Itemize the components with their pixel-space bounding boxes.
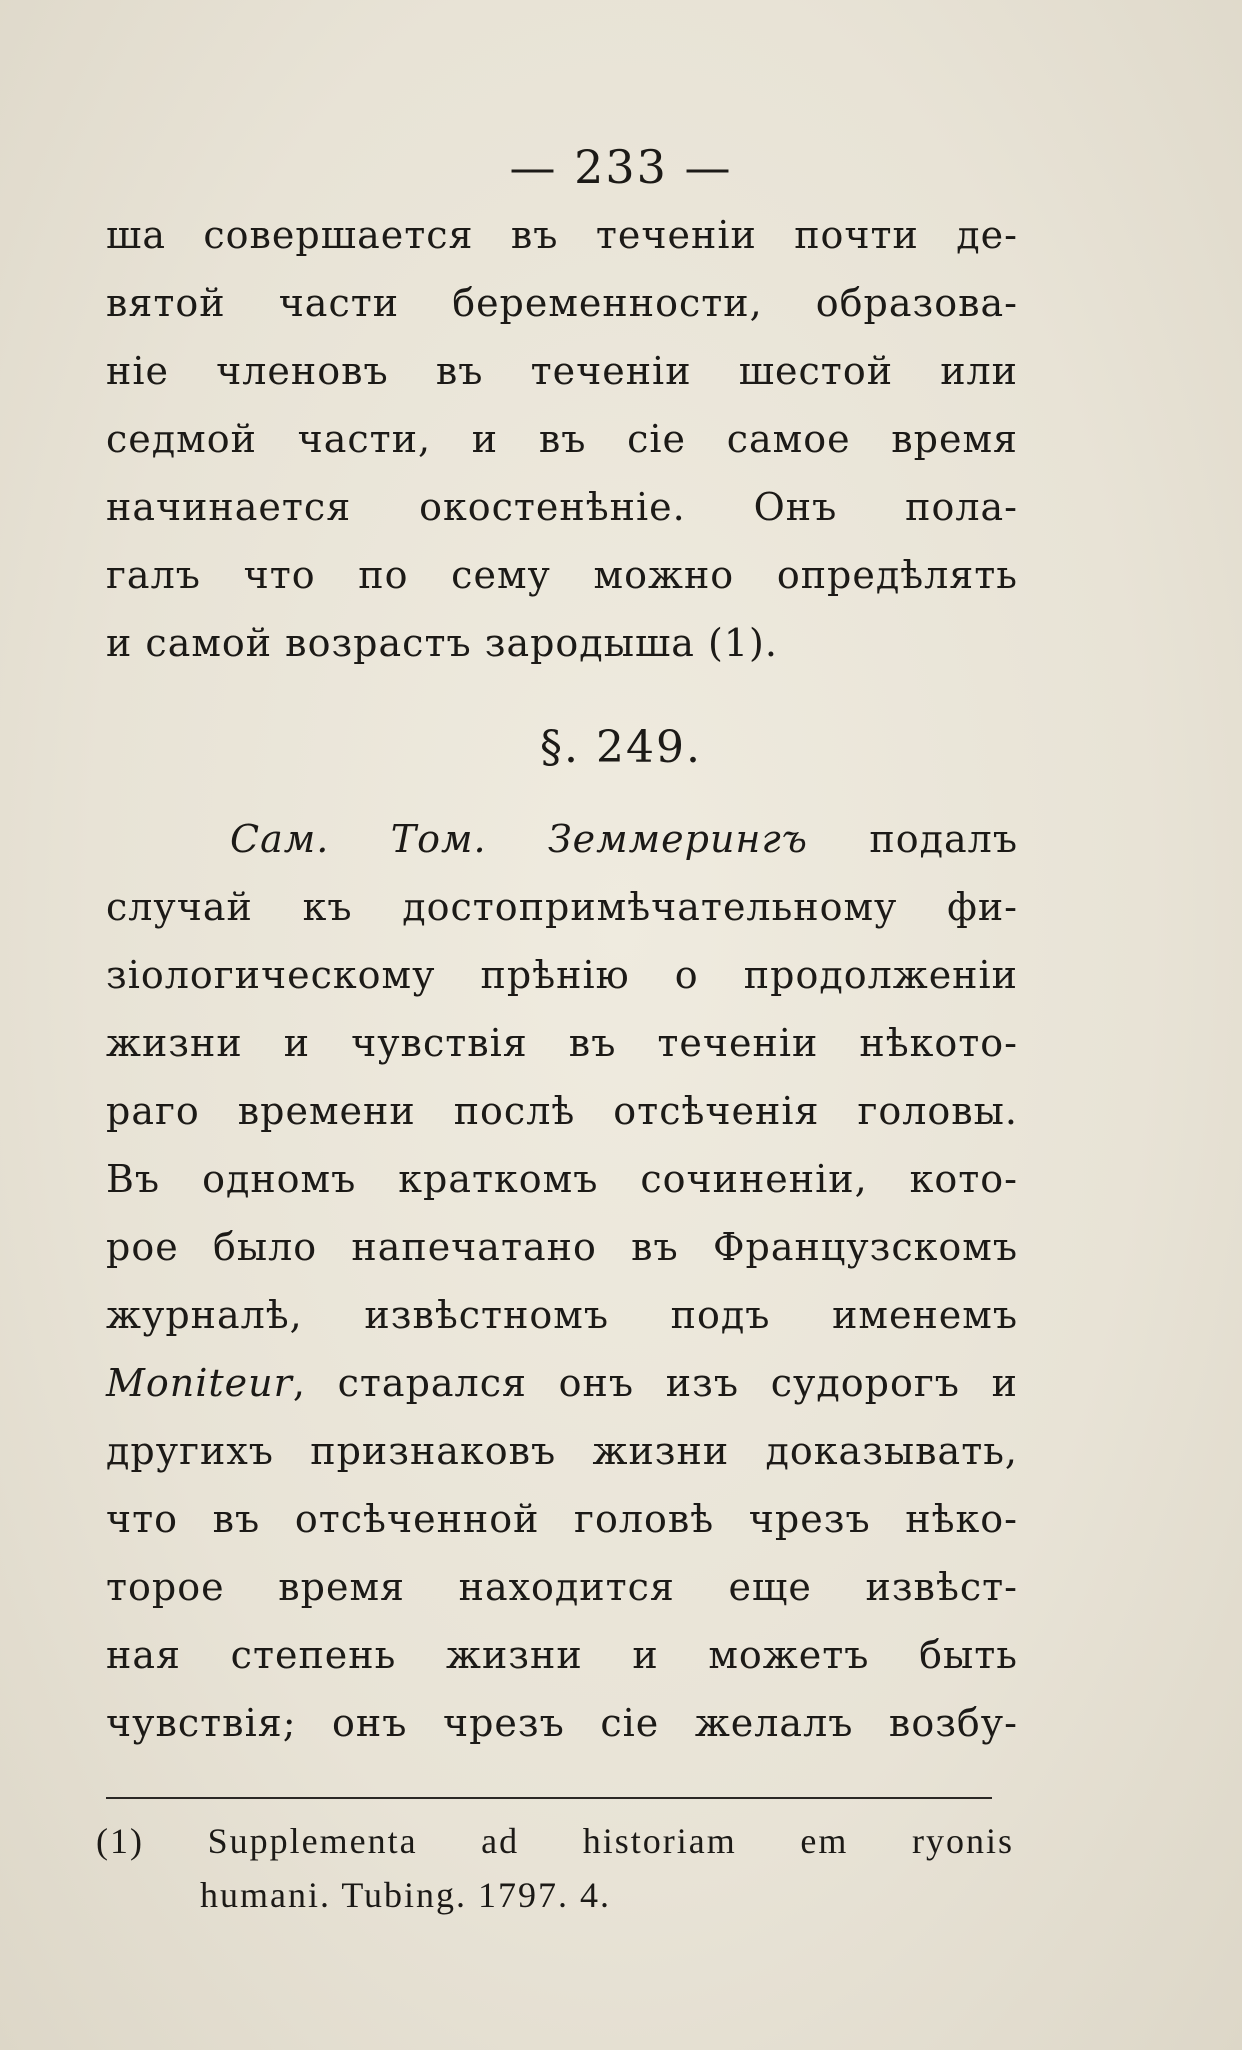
footnote-line: humani. Tubing. 1797. 4. [200,1875,612,1915]
text-line: начинается окостенѣніе. Онъ пола- [106,485,1018,529]
text-line: Въ одномъ краткомъ сочиненіи, кото- [106,1157,1018,1201]
text-line: что въ отсѣченной головѣ чрезъ нѣко- [106,1497,1018,1541]
text-line: вятой части беременности, образова- [106,281,1018,325]
text-line: зіологическому прѣнію о продолженіи [106,953,1018,997]
footnote-divider [106,1797,992,1799]
footnote-line: (1) Supplementa ad historiam em ryonis [96,1821,1014,1861]
section-heading: §. 249. [540,722,702,773]
text-line: ная степень жизни и можетъ быть [106,1633,1018,1677]
text-line: раго времени послѣ отсѣченія головы. [106,1089,1018,1133]
text-line: Moniteur, старался онъ изъ судорогъ и [106,1361,1018,1405]
text-line: торое время находится еще извѣст- [106,1565,1018,1609]
text-line: рое было напечатано въ Французскомъ [106,1225,1018,1269]
text-line: чувствія; онъ чрезъ сіе желалъ возбу- [106,1701,1018,1745]
text-line: жизни и чувствія въ теченіи нѣкото- [106,1021,1018,1065]
text-line: седмой части, и въ сіе самое время [106,417,1018,461]
text-line: и самой возрастъ зародыша (1). [106,621,778,665]
page-number: — 233 — [509,140,733,194]
text-line: галъ что по сему можно опредѣлять [106,553,1018,597]
text-line: журналѣ, извѣстномъ подъ именемъ [106,1293,1018,1337]
text-line: ніе членовъ въ теченіи шестой или [106,349,1018,393]
text-line: Сам. Том. Земмерингъ подалъ [230,817,1018,861]
text-line: случай къ достопримѣчательному фи- [106,885,1018,929]
text-line: другихъ признаковъ жизни доказывать, [106,1429,1018,1473]
text-line: ша совершается въ теченіи почти де- [106,213,1018,257]
